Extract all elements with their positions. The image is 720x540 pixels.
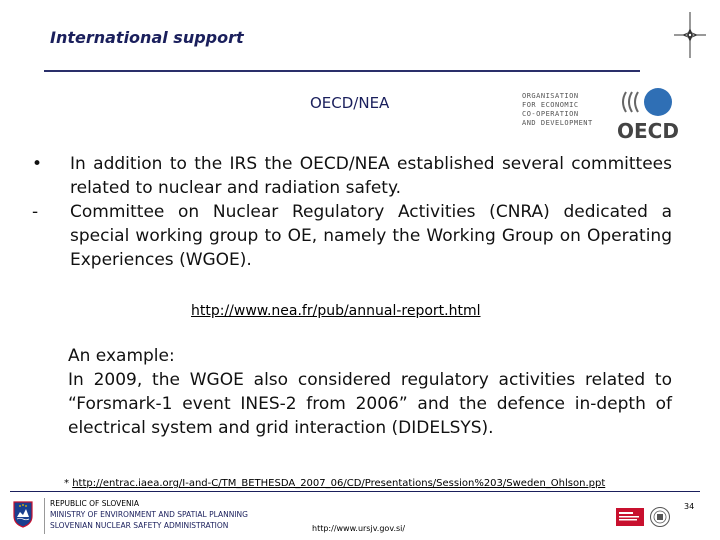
oecd-logo-text: ORGANISATION FOR ECONOMIC CO-OPERATION AND DEVELOPMENT [522,92,593,127]
footnote-link[interactable]: http://entrac.iaea.org/I-and-C/TM_BETHESDA_2007_06/CD/Presentations/Session%203/Sweden_Ohlson.ppt [72,478,606,489]
example-label: An example: [68,346,175,366]
title-divider [44,70,640,72]
page-number: 34 [684,502,695,511]
footer-divider [10,491,700,492]
ministry-name: MINISTRY OF ENVIRONMENT AND SPATIAL PLANNING [50,510,248,519]
bullet-marker: • [32,154,43,174]
slide-title: International support [50,28,244,47]
bullet-marker: - [32,202,39,222]
nea-annual-report-link[interactable]: http://www.nea.fr/pub/annual-report.html [191,303,481,319]
ursjv-link[interactable]: http://www.ursjv.gov.si/ [312,524,406,533]
example-text: In 2009, the WGOE also considered regulatory activities related to “Forsmark-1 event INES-2 from 2006” and the defence in-depth of electrical system and grid interaction (DIDELSYS). [68,370,672,438]
footnote [64,478,605,489]
footnote-marker: * [64,478,73,489]
bullet-text: Committee on Nuclear Regulatory Activities (CNRA) dedicated a special working group to OE, namely the Working Group on Operating Experiences (WGOE). [70,202,672,270]
administration-name: SLOVENIAN NUCLEAR SAFETY ADMINISTRATION [50,521,229,530]
bullet-item [30,200,672,272]
oecd-wordmark: OECD [617,119,679,142]
certification-badge-icon [616,506,676,528]
bullet-item [30,152,672,200]
example-block [68,344,672,440]
footer-vertical-divider [44,498,45,534]
oecd-logo [518,86,682,142]
section-heading: OECD/NEA [310,94,390,112]
bullet-list [30,152,672,272]
government-block [50,498,248,531]
compass-icon [670,10,710,60]
country-name: REPUBLIC OF SLOVENIA [50,499,139,508]
oecd-emblem-icon [616,86,680,142]
bullet-text: In addition to the IRS the OECD/NEA established several committees related to nuclear and radiation safety. [70,154,672,198]
slovenia-coat-of-arms-icon [12,500,34,528]
